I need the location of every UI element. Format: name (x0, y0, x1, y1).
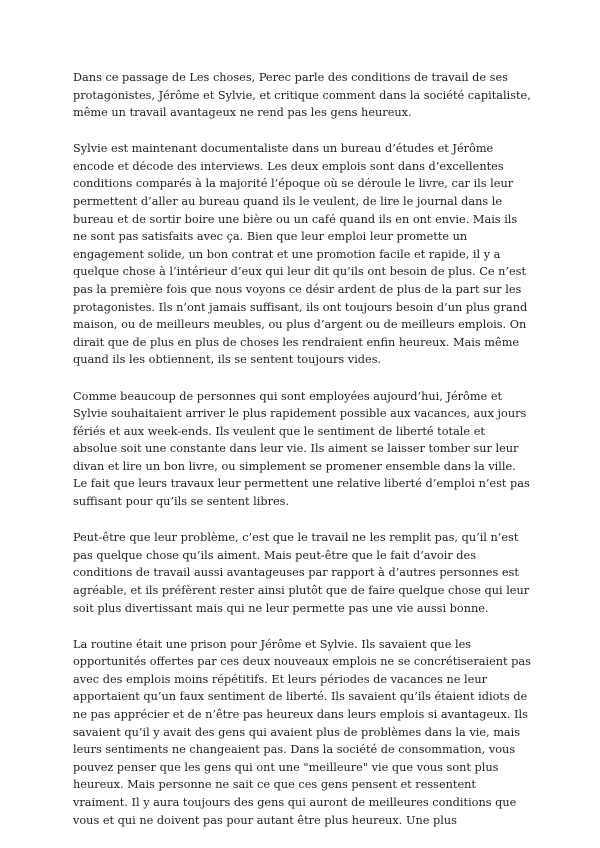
paragraph-work-conditions: Sylvie est maintenant documentaliste dans un bureau d’études et Jérôme encode et décode des interviews. Les deux emplois sont dans d’excellentes conditions comparés à la majorité l’époque où se déroule le livre, car ils leur permettent d’aller au bureau quand ils le veulent, de lire le journal dans le bureau et de sortir boire une bière ou un café quand ils en ont envie. Mais ils ne sont pas satisfaits avec ça. Bien que leur emploi leur promette un engagement solide, un bon contrat et une promotion facile et rapide, il y a quelque chose à l’intérieur d’eux qui leur dit qu’ils ont besoin de plus. Ce n’est pas la première fois que nous voyons ce désir ardent de plus de la part sur les protagonistes. Ils n’ont jamais suffisant, ils ont toujours besoin d’un plus grand maison, ou de meilleurs meubles, ou plus d’argent ou de meilleurs emplois. On dirait que de plus en plus de choses les rendraient enfin heureux. Mais même quand ils les obtiennent, ils se sentent toujours vides. (73, 142, 528, 367)
paragraph-routine: La routine était une prison pour Jérôme et Sylvie. Ils savaient que les opportunités offertes par ces deux nouveaux emplois ne se concrétiseraient pas avec des emplois moins répétitifs. Et leurs périodes de vacances ne leur apportaient qu’un faux sentiment de liberté. Ils savaient qu’ils étaient idiots de ne pas apprécier et de n’être pas heureux dans leurs emplois si avantageux. Ils savaient qu’il y avait des gens qui avaient plus de problèmes dans la vie, mais leurs sentiments ne changeaient pas. Dans la société de consommation, vous pouvez penser que les gens qui ont une "meilleure" vie que vous sont plus heureux. Mais personne ne sait ce que ces gens pensent et ressentent vraiment. Il y aura toujours des gens qui auront de meilleures conditions que vous et qui ne doivent pas pour autant être plus heureux. Une plus (73, 637, 531, 827)
paragraph-vacations: Comme beaucoup de personnes qui sont employées aujourd’hui, Jérôme et Sylvie souhaitaient arriver le plus rapidement possible aux vacances, aux jours fériés et aux week-ends. Ils veulent que le sentiment de liberté totale et absolue soit une constante dans leur vie. Ils aiment se laisser tomber sur leur divan et lire un bon livre, ou simplement se promener ensemble dans la ville. Le fait que leurs travaux leur permettent une relative liberté d’emploi n’est pas suffisant pour qu’ils se sentent libres. (73, 389, 530, 509)
paragraph-intro: Dans ce passage de Les choses, Perec parle des conditions de travail de ses protagonistes, Jérôme et Sylvie, et critique comment dans la société capitaliste, même un travail avantageux ne rend pas les gens heureux. (73, 71, 531, 120)
paragraph-problem: Peut-être que leur problème, c’est que le travail ne les remplit pas, qu’il n’est pas quelque chose qu’ils aiment. Mais peut-être que le fait d’avoir des conditions de travail aussi avantageuses par rapport à d’autres personnes est agréable, et ils préfèrent rester ainsi plutôt que de faire quelque chose qui leur soit plus divertissant mais qui ne leur permette pas une vie aussi bonne. (73, 531, 530, 615)
document-page (73, 69, 531, 848)
